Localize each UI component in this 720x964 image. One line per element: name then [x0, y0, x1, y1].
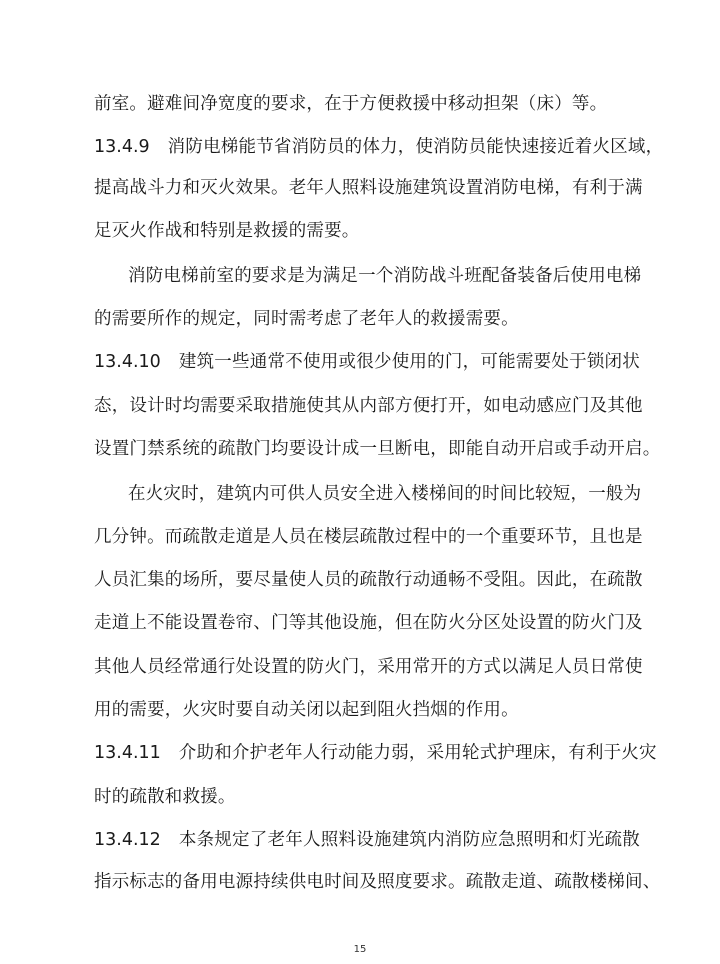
- clause-number: 13.4.10: [94, 352, 161, 372]
- text-line: [94, 568, 643, 592]
- text-line: [94, 92, 640, 116]
- text-line: [94, 350, 640, 374]
- text-line: [94, 785, 640, 809]
- text-line: [94, 135, 664, 159]
- line-text: 建筑一些通常不使用或很少使用的门，可能需要处于锁闭状: [178, 352, 640, 372]
- text-line: [94, 698, 640, 722]
- text-line: [94, 437, 661, 461]
- line-text: 提高战斗力和灭火效果。老年人照料设施建筑设置消防电梯，有利于满: [94, 178, 643, 198]
- text-line: [94, 176, 643, 200]
- line-text: 足灭火作战和特别是救援的需要。: [94, 221, 360, 241]
- line-text: 走道上不能设置卷帘、门等其他设施，但在防火分区处设置的防火门及: [94, 613, 643, 633]
- line-text: 本条规定了老年人照料设施建筑内消防应急照明和灯光疏散: [178, 830, 640, 850]
- text-line: [94, 828, 640, 852]
- line-text: 其他人员经常通行处设置的防火门，采用常开的方式以满足人员日常使: [94, 657, 643, 677]
- text-line: [94, 655, 643, 679]
- clause-number: 13.4.12: [94, 830, 161, 850]
- clause-number: 13.4.9: [94, 137, 150, 157]
- text-line: [94, 611, 643, 635]
- line-text: 时的疏散和救援。: [94, 787, 236, 807]
- clause-number: 13.4.11: [94, 743, 161, 763]
- line-text: 用的需要，火灾时要自动关闭以起到阻火挡烟的作用。: [94, 700, 519, 720]
- page-number: 15: [353, 944, 367, 955]
- text-line: [94, 870, 661, 894]
- text-line: [94, 219, 640, 243]
- line-text: 态，设计时均需要采取措施使其从内部方便打开，如电动感应门及其他: [94, 396, 643, 416]
- line-text: 的需要所作的规定，同时需考虑了老年人的救援需要。: [94, 309, 519, 329]
- text-line: [94, 307, 640, 331]
- line-text: 设置门禁系统的疏散门均要设计成一旦断电，即能自动开启或手动开启。: [94, 439, 661, 459]
- line-text: 前室。避难间净宽度的要求，在于方便救援中移动担架（床）等。: [94, 94, 608, 114]
- line-text: 消防电梯前室的要求是为满足一个消防战斗班配备装备后使用电梯: [128, 266, 642, 286]
- text-line: [94, 394, 643, 418]
- line-text: 在火灾时，建筑内可供人员安全进入楼梯间的时间比较短，一般为: [128, 484, 642, 504]
- line-text: 消防电梯能节省消防员的体力，使消防员能快速接近着火区域，: [167, 137, 664, 157]
- line-text: 指示标志的备用电源持续供电时间及照度要求。疏散走道、疏散楼梯间、: [94, 872, 661, 892]
- text-line: [128, 264, 640, 288]
- line-text: 介助和介护老年人行动能力弱，采用轮式护理床，有利于火灾: [178, 743, 657, 763]
- text-line: [128, 482, 640, 506]
- line-text: 几分钟。而疏散走道是人员在楼层疏散过程中的一个重要环节，且也是: [94, 527, 643, 547]
- text-line: [94, 525, 643, 549]
- line-text: 人员汇集的场所，要尽量使人员的疏散行动通畅不受阻。因此，在疏散: [94, 570, 643, 590]
- text-line: [94, 741, 657, 765]
